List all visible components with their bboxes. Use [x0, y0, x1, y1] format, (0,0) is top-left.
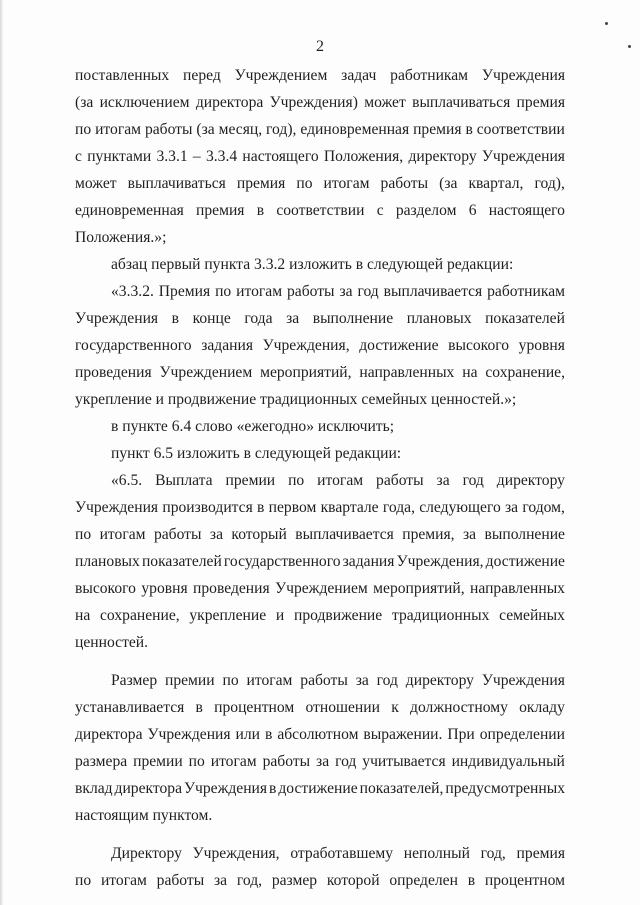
word: работы [144, 121, 193, 138]
word: единовременная [300, 121, 410, 138]
word: единовременная [75, 202, 184, 219]
word: по [296, 175, 313, 192]
word: окладу [519, 699, 565, 716]
word: на [462, 364, 478, 381]
word: (за [196, 121, 215, 138]
document-body [75, 62, 565, 894]
text-line [75, 305, 565, 332]
word: индивидуальный [451, 753, 565, 770]
line-text: Положения.»; [75, 229, 167, 246]
word: директора [75, 726, 143, 743]
scan-speck [605, 22, 608, 25]
word: премия [196, 202, 245, 219]
word: директору [408, 148, 477, 165]
word: размер [271, 872, 318, 889]
word: Учреждения [147, 726, 231, 743]
word: плановых [406, 310, 472, 327]
text-line [75, 840, 565, 867]
text-line [75, 494, 565, 521]
word: Премия [158, 283, 211, 300]
word: государственного [223, 553, 341, 570]
word: Учреждения, [192, 845, 280, 862]
word: итогам [236, 283, 283, 300]
word: Размер [111, 672, 158, 689]
word: первом [268, 499, 317, 516]
word: с [376, 202, 384, 219]
word: неполный [403, 845, 470, 862]
word: следующего [419, 499, 501, 516]
word: может [75, 175, 117, 192]
word: достижение [278, 780, 358, 797]
word: премии [164, 672, 215, 689]
word: премия [516, 94, 565, 111]
word: может [364, 94, 406, 111]
word: сохранение, [485, 364, 565, 381]
word: премия [236, 175, 286, 192]
word: премия, [402, 526, 455, 543]
line-text: абзац первый пункта 3.3.2 изложить в следующей редакции: [111, 256, 514, 273]
word: задания [201, 337, 254, 354]
word: государственного [75, 337, 192, 354]
word: должностному [410, 699, 508, 716]
word: по [188, 753, 205, 770]
word: работы [376, 472, 424, 489]
word: выплачивается [295, 526, 394, 543]
word: выполнение [484, 526, 565, 543]
word: Учреждения [183, 780, 268, 797]
word: по [288, 472, 305, 489]
word: квартал, [468, 175, 524, 192]
word: по [215, 283, 232, 300]
word: – [192, 148, 201, 165]
word: соответствии [476, 121, 565, 138]
word: традиционных [391, 607, 490, 624]
word: месяц, [218, 121, 263, 138]
word: год, [236, 872, 263, 889]
word: Выплата [155, 472, 213, 489]
word: направленных [359, 364, 455, 381]
word: «3.3.2. [111, 283, 154, 300]
text-line [75, 170, 565, 197]
word: 3.3.4 [205, 148, 238, 165]
text-line [75, 224, 565, 251]
text-line [75, 440, 565, 467]
word: пунктами [87, 148, 152, 165]
word: устанавливается [75, 699, 185, 716]
text-line [75, 386, 565, 413]
word: итогам [99, 526, 146, 543]
word: который [231, 526, 287, 543]
word: работы [262, 753, 311, 770]
word: абсолютном [277, 726, 359, 743]
word: семейных [499, 607, 565, 624]
word: в [465, 121, 473, 138]
word: выплачиваться [412, 94, 511, 111]
word: работы [153, 526, 202, 543]
text-line [75, 332, 565, 359]
word: Учреждения) [269, 94, 358, 111]
word: директора [195, 94, 264, 111]
word: высокого [75, 580, 136, 597]
word: направленных [470, 580, 565, 597]
word: работникам [390, 67, 469, 84]
word: директору [496, 472, 565, 489]
word: укрепление [189, 607, 267, 624]
text-line [75, 629, 565, 656]
word: директору [405, 672, 474, 689]
line-text: в пункте 6.4 слово «ежегодно» исключить; [111, 418, 395, 435]
text-line [75, 802, 565, 829]
word: задания [342, 553, 395, 570]
word: с [75, 148, 82, 165]
word: достижение [485, 553, 565, 570]
word: итогам [100, 872, 147, 889]
word: перед [183, 67, 221, 84]
word: Директору [111, 845, 182, 862]
word: Учреждения, [262, 337, 350, 354]
word: итогам [95, 121, 142, 138]
word: работникам [487, 283, 565, 300]
word: сохранение, [100, 607, 180, 624]
word: проведения [75, 364, 152, 381]
word: год [462, 472, 484, 489]
line-text: ценностей. [75, 634, 149, 651]
word: года, [382, 499, 415, 516]
word: и [275, 607, 285, 624]
word: выплачивается [383, 283, 483, 300]
word: продвижение [293, 607, 383, 624]
word: директора [114, 780, 183, 797]
word: предусмотренных [445, 780, 565, 797]
word: определен [389, 872, 458, 889]
word: за [355, 672, 369, 689]
word: годом, [522, 499, 565, 516]
word: настоящего [488, 202, 565, 219]
word: вклад [75, 780, 113, 797]
word: Учреждением [275, 580, 368, 597]
text-line [75, 775, 565, 802]
word: итогам [210, 753, 257, 770]
word: уровня [141, 580, 188, 597]
word: «6.5. [111, 472, 143, 489]
word: выражении. [363, 726, 443, 743]
word: премии [225, 472, 276, 489]
word: (за [75, 94, 94, 111]
text-line [75, 251, 565, 278]
line-text: пункт 6.5 изложить в следующей редакции: [111, 445, 402, 462]
word: по [75, 121, 92, 138]
word: Учреждения [481, 67, 565, 84]
word: за [316, 753, 330, 770]
text-line [75, 359, 565, 386]
word: год [376, 672, 398, 689]
word: Учреждения [481, 672, 565, 689]
word: по [222, 672, 239, 689]
word: соответствии [276, 202, 365, 219]
word: исключением [99, 94, 190, 111]
word: настоящего [242, 148, 319, 165]
word: по [75, 526, 92, 543]
word: мероприятий, [373, 580, 465, 597]
word: Учреждения [75, 310, 159, 327]
word: в [264, 726, 273, 743]
text-line [75, 197, 565, 224]
text-line [75, 62, 565, 89]
word: за [339, 283, 353, 300]
word: в [171, 310, 180, 327]
word: мероприятий, [260, 364, 352, 381]
word: итогам [317, 472, 364, 489]
word: процентном [484, 872, 565, 889]
word: производится [162, 499, 253, 516]
text-line [75, 667, 565, 694]
line-text: настоящим пунктом. [75, 807, 213, 824]
word: отработавшему [290, 845, 394, 862]
word: процентном [214, 699, 295, 716]
text-line [75, 575, 565, 602]
text-line [75, 143, 565, 170]
word: к [391, 699, 399, 716]
word: которой [326, 872, 380, 889]
word: выполнение [312, 310, 394, 327]
word: по [75, 872, 92, 889]
word: за [286, 310, 300, 327]
word: проведения [193, 580, 270, 597]
text-line [75, 521, 565, 548]
word: премия [413, 121, 462, 138]
word: года [244, 310, 273, 327]
word: высокого [448, 337, 510, 354]
text-line [75, 748, 565, 775]
word: в [256, 202, 265, 219]
text-line [75, 548, 565, 575]
word: задач [341, 67, 377, 84]
text-line [75, 467, 565, 494]
text-line [75, 867, 565, 894]
word: в [195, 699, 203, 716]
word: плановых [75, 553, 140, 570]
word: на [75, 607, 91, 624]
line-text: укрепление и продвижение традиционных семейных ценностей.»; [75, 391, 517, 408]
word: итогам [246, 672, 293, 689]
word: квартале [320, 499, 379, 516]
text-line [75, 602, 565, 629]
word: При [447, 726, 475, 743]
word: отношении [305, 699, 380, 716]
word: Учреждения [75, 499, 159, 516]
word: показателей, [359, 780, 444, 797]
word: учитывается [362, 753, 446, 770]
word: Учреждения, [396, 553, 484, 570]
word: в [257, 499, 265, 516]
word: размера [75, 753, 128, 770]
word: 6 [468, 202, 477, 219]
word: выплачиваться [127, 175, 226, 192]
word: работы [286, 283, 335, 300]
word: Учреждением [159, 364, 253, 381]
word: год), [534, 175, 565, 192]
word: премия [516, 845, 565, 862]
word: показателей [141, 553, 222, 570]
text-line [75, 694, 565, 721]
page-number: 2 [316, 38, 324, 55]
word: год [357, 283, 379, 300]
word: разделом [395, 202, 457, 219]
word: итогам [323, 175, 370, 192]
word: конце [192, 310, 231, 327]
word: в [467, 872, 476, 889]
word: за [213, 872, 228, 889]
word: Положения, [323, 148, 404, 165]
word: Учреждением [234, 67, 328, 84]
word: за [463, 526, 477, 543]
text-line [75, 721, 565, 748]
word: год, [480, 845, 506, 862]
word: уровня [518, 337, 565, 354]
word: в [269, 780, 277, 797]
word: год [335, 753, 357, 770]
text-line [75, 278, 565, 305]
word: работы [300, 672, 348, 689]
word: достижение [359, 337, 439, 354]
word: работы [380, 175, 429, 192]
word: за [436, 472, 450, 489]
text-line [75, 116, 565, 143]
word: (за [439, 175, 458, 192]
word: премии [133, 753, 183, 770]
text-line [75, 413, 565, 440]
word: показателей [485, 310, 565, 327]
scan-edge [0, 0, 3, 905]
word: за [209, 526, 223, 543]
word: год), [266, 121, 297, 138]
word: Учреждения [481, 148, 565, 165]
word: определении [479, 726, 565, 743]
text-line [75, 89, 565, 116]
word: или [235, 726, 261, 743]
word: работы [156, 872, 205, 889]
word: за [505, 499, 519, 516]
word: 3.3.1 [156, 148, 188, 165]
word: поставленных [75, 67, 170, 84]
